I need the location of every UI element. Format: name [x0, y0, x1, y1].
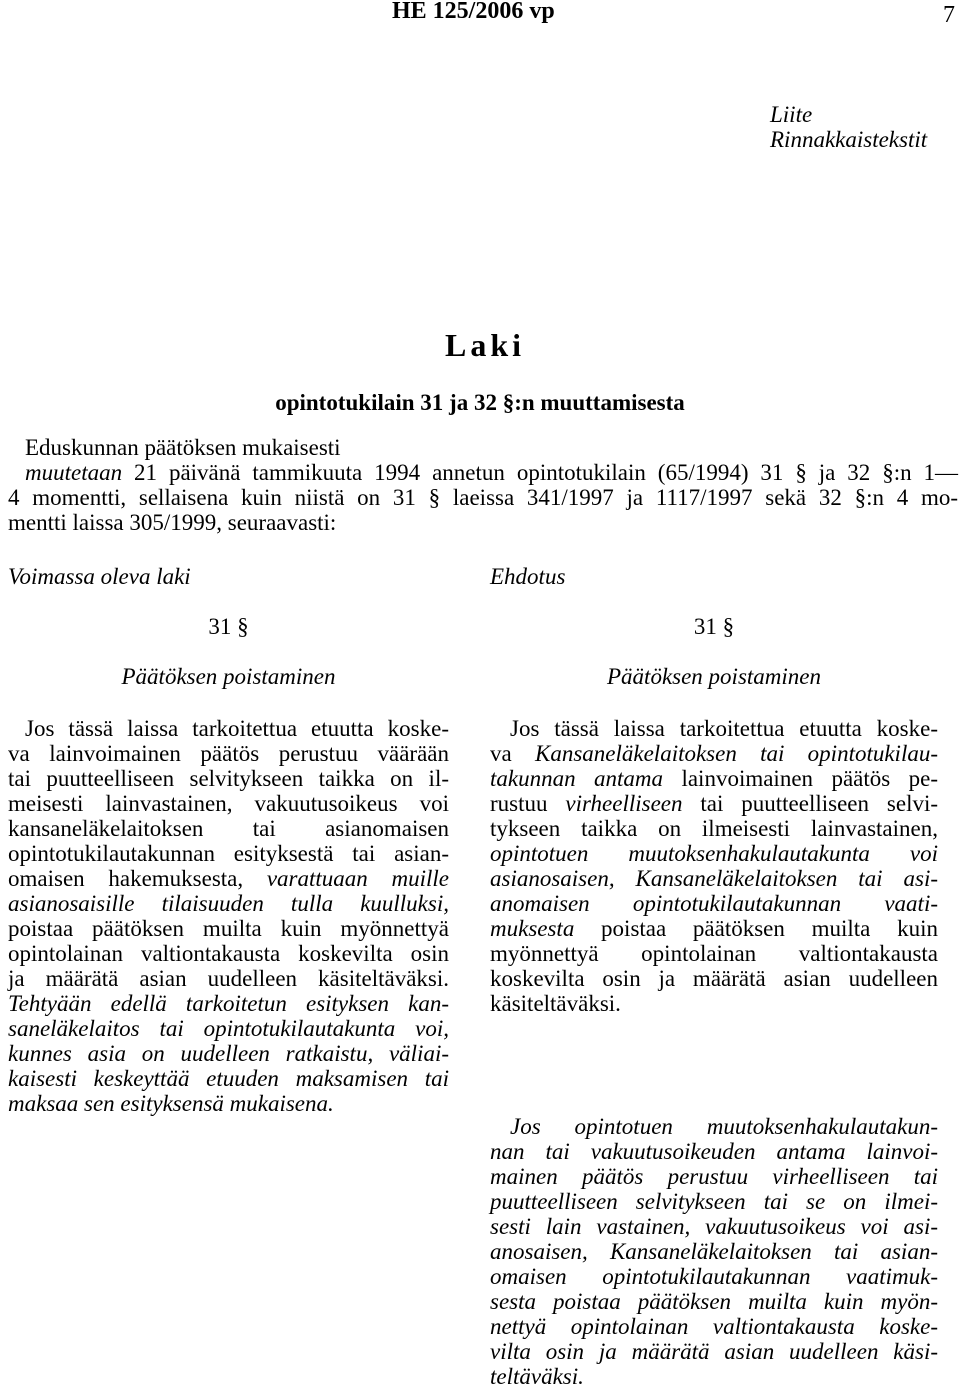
text-line: [8, 866, 449, 891]
paragraph: [8, 435, 958, 460]
text-line: [8, 816, 449, 841]
column-heading-proposal: Ehdotus: [490, 564, 566, 589]
text-line: [490, 1289, 938, 1314]
column-heading-current-law: Voimassa oleva laki: [8, 564, 191, 589]
text-line: [8, 1016, 449, 1041]
text-line: [8, 966, 449, 991]
italic-text-run: nettyä opintolainan valtiontakausta koske-: [490, 1314, 938, 1339]
italic-text-run: virheelliseen: [565, 791, 683, 816]
text-run: 21 päivänä tammikuuta 1994 annetun opintotukilain (65/1994) 31 § ja 32 §:n 1—: [122, 460, 958, 485]
section-title-proposal: Päätöksen poistaminen: [607, 664, 821, 689]
text-line: [8, 741, 449, 766]
text-line: [8, 916, 449, 941]
text-run: rustuu: [490, 791, 566, 816]
law-title: Laki: [444, 327, 526, 363]
italic-text-run: mainen päätös perustuu virheelliseen tai: [490, 1164, 938, 1189]
text-line: [490, 1214, 938, 1239]
italic-text-run: saneläkelaitos tai opintotukilautakunta voi,: [8, 1016, 449, 1041]
italic-text-run: maksaa sen esityksensä mukaisena.: [8, 1091, 334, 1116]
italic-text-run: teltäväksi.: [490, 1364, 584, 1389]
text-line: [490, 1339, 938, 1364]
italic-text-run: anosaisen, Kansaneläkelaitoksen tai asian-: [490, 1239, 938, 1264]
text-run: 4 momentti, sellaisena kuin niistä on 31 § laeissa 341/1997 ja 1117/1997 sekä 32 §:n 4 mo-: [8, 485, 958, 510]
text-line: [8, 1066, 449, 1091]
law-subtitle: opintotukilain 31 ja 32 §:n muuttamisesta: [275, 390, 685, 415]
text-line: [490, 1139, 938, 1164]
paragraph: [490, 1114, 938, 1389]
text-line: [490, 941, 938, 966]
paragraph: [8, 460, 958, 535]
italic-text-run: kunnes asia on uudelleen ratkaistu, väliai-: [8, 1041, 449, 1066]
text-run: tai puutteelliseen selvitykseen taikka on il-: [8, 766, 449, 791]
text-line: [490, 1264, 938, 1289]
enacting-clause: [8, 435, 958, 535]
text-line: [490, 991, 938, 1016]
italic-text-run: asianosaisille tilaisuuden tulla kuulluksi,: [8, 891, 449, 916]
text-line: [490, 791, 938, 816]
italic-text-run: vilta osin ja määrätä asian uudelleen käsi-: [490, 1339, 938, 1364]
text-run: Jos tässä laissa tarkoitettua etuutta koske-: [25, 716, 449, 741]
section-number-proposal: 31 §: [693, 614, 735, 639]
text-line: [8, 766, 449, 791]
text-run: Jos tässä laissa tarkoitettua etuutta koske-: [510, 716, 938, 741]
current-law-text: [8, 716, 449, 1116]
appendix-block: [770, 102, 927, 152]
text-run: kansaneläkelaitoksen tai asianomaisen: [8, 816, 449, 841]
text-run: myönnettyä opintolainan valtiontakausta: [490, 941, 938, 966]
text-run: opintolainan valtiontakausta koskevilta osin: [8, 941, 449, 966]
italic-text-run: puutteelliseen selvitykseen tai se on ilmei-: [490, 1189, 938, 1214]
text-run: meisesti lainvastainen, vakuutusoikeus voi: [8, 791, 449, 816]
italic-text-run: omaisen opintotukilautakunnan vaatimuk-: [490, 1264, 938, 1289]
text-line: [490, 1239, 938, 1264]
italic-text-run: Kansaneläkelaitoksen tai opintotukilau-: [535, 741, 938, 766]
italic-text-run: anomaisen opintotukilautakunnan vaati-: [490, 891, 938, 916]
document-id: HE 125/2006 vp: [392, 0, 555, 24]
text-run: koskevilta osin ja määrätä asian uudelleen: [490, 966, 938, 991]
text-line: [8, 941, 449, 966]
text-line: [490, 1189, 938, 1214]
text-line: [490, 841, 938, 866]
text-run: poistaa päätöksen muilta kuin: [574, 916, 938, 941]
text-line: [8, 435, 958, 460]
italic-text-run: Tehtyään edellä tarkoitetun esityksen kan-: [8, 991, 449, 1016]
text-run: va: [490, 741, 535, 766]
text-run: omaisen hakemuksesta,: [8, 866, 267, 891]
text-run: poistaa päätöksen muilta kuin myönnettyä: [8, 916, 449, 941]
text-run: käsiteltäväksi.: [490, 991, 621, 1016]
italic-text-run: muutetaan: [25, 460, 123, 485]
italic-text-run: muksesta: [490, 916, 575, 941]
italic-text-run: varattuaan muille: [266, 866, 449, 891]
italic-text-run: kaisesti keskeyttää etuuden maksamisen tai: [8, 1066, 449, 1091]
proposal-text: [490, 716, 938, 1389]
italic-text-run: takunnan antama: [490, 766, 664, 791]
text-line: [8, 991, 449, 1016]
italic-text-run: sesti lain vastainen, vakuutusoikeus voi asi-: [490, 1214, 938, 1239]
text-line: [490, 866, 938, 891]
italic-text-run: Jos opintotuen muutoksenhakulautakun-: [510, 1114, 938, 1139]
text-line: [490, 716, 938, 741]
section-title-current: Päätöksen poistaminen: [121, 664, 336, 689]
text-line: [490, 816, 938, 841]
text-line: [8, 1041, 449, 1066]
text-line: [8, 485, 958, 510]
italic-text-run: opintotuen muutoksenhakulautakunta voi: [490, 841, 938, 866]
italic-text-run: asianosaisen, Kansaneläkelaitoksen tai asi-: [490, 866, 938, 891]
text-line: [8, 891, 449, 916]
text-run: tai puutteelliseen selvi-: [682, 791, 939, 816]
text-line: [8, 510, 958, 535]
page-number: 7: [943, 2, 955, 28]
text-line: [490, 766, 938, 791]
text-line: [490, 1314, 938, 1339]
text-line: [490, 1114, 938, 1139]
text-run: mentti laissa 305/1999, seuraavasti:: [8, 510, 337, 535]
text-line: [490, 741, 938, 766]
text-run: va lainvoimainen päätös perustuu väärään: [8, 741, 449, 766]
text-line: [490, 1164, 938, 1189]
italic-text-run: nan tai vakuutusoikeuden antama lainvoi-: [490, 1139, 938, 1164]
appendix-label: Liite: [770, 102, 813, 127]
text-run: ja määrätä asian uudelleen käsiteltäväksi.: [8, 966, 449, 991]
text-line: [8, 1091, 449, 1116]
section-number-current: 31 §: [208, 614, 249, 639]
text-line: [8, 791, 449, 816]
text-line: [490, 916, 938, 941]
text-run: Eduskunnan päätöksen mukaisesti: [25, 435, 341, 460]
paragraph: [490, 716, 938, 1016]
text-run: opintotukilautakunnan esityksestä tai asian-: [8, 841, 449, 866]
text-line: [490, 891, 938, 916]
text-run: tykseen taikka on ilmeisesti lainvastainen,: [490, 816, 938, 841]
text-line: [8, 841, 449, 866]
text-line: [490, 966, 938, 991]
appendix-title: Rinnakkaistekstit: [770, 127, 928, 152]
text-run: lainvoimainen päätös pe-: [663, 766, 938, 791]
text-line: [8, 460, 958, 485]
italic-text-run: sesta poistaa päätöksen muilta kuin myön-: [490, 1289, 938, 1314]
paragraph: [8, 716, 449, 1116]
text-line: [8, 716, 449, 741]
text-line: [490, 1364, 938, 1389]
